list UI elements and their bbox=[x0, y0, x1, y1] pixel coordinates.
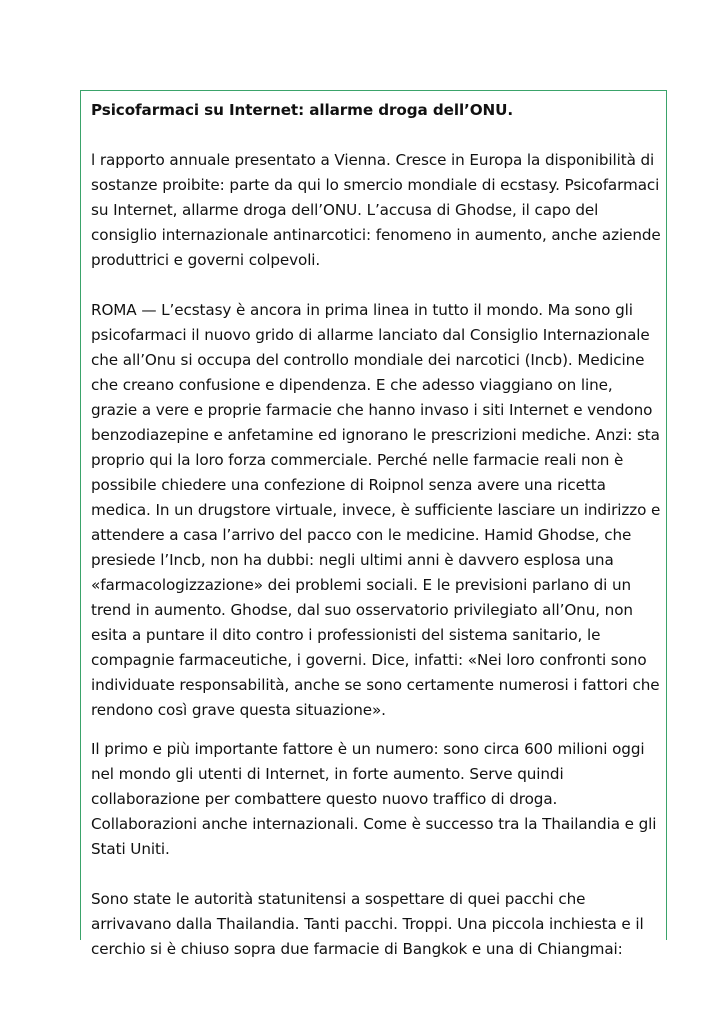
article-paragraph-factor: Il primo e più importante fattore è un numero: sono circa 600 milioni oggi nel mondo gli utenti di Internet, in forte aumento. Serve quindi collaborazione per combattere questo nuovo traffico di droga. Collaborazioni anche internazionali. Come è successo tra la Thailandia e gli Stati Uniti. bbox=[91, 740, 657, 858]
article-paragraph-thailand: Sono state le autorità statunitensi a sospettare di quei pacchi che arrivavano dalla Thailandia. Tanti pacchi. Troppi. Una piccola inchiesta e il cerchio si è chiuso sopra due farmacie di Bangkok e una di Chiangmai: bbox=[91, 890, 644, 958]
frame-tick-right-1 bbox=[666, 265, 667, 273]
frame-tick-right-2 bbox=[666, 712, 667, 720]
article-paragraph-intro: l rapporto annuale presentato a Vienna. Cresce in Europa la disponibilità di sostanze proibite: parte da qui lo smercio mondiale di ecstasy. Psicofarmaci su Internet, allarme droga dell’ONU. L’accusa di Ghodse, il capo del consiglio internazionale antinarcotici: fenomeno in aumento, anche aziende produttrici e governi colpevoli. bbox=[91, 151, 661, 269]
frame-tick-left-2 bbox=[80, 712, 81, 720]
article-headline: Psicofarmaci su Internet: allarme droga dell’ONU. bbox=[91, 101, 514, 119]
frame-tick-left-1 bbox=[80, 265, 81, 273]
article-body bbox=[91, 98, 663, 987]
article-paragraph-main: ROMA — L’ecstasy è ancora in prima linea in tutto il mondo. Ma sono gli psicofarmaci il nuovo grido di allarme lanciato dal Consiglio Internazionale che all’Onu si occupa del controllo mondiale dei narcotici (Incb). Medicine che creano confusione e dipendenza. E che adesso viaggiano on line, grazie a vere e proprie farmacie che hanno invaso i siti Internet e vendono benzodiazepine e anfetamine ed ignorano le prescrizioni mediche. Anzi: sta proprio qui la loro forza commerciale. Perché nelle farmacie reali non è possibile chiedere una confezione di Roipnol senza avere una ricetta medica. In un drugstore virtuale, invece, è sufficiente lasciare un indirizzo e attendere a casa l’arrivo del pacco con le medicine. Hamid Ghodse, che presiede l’Incb, non ha dubbi: negli ultimi anni è davvero esplosa una «farmacologizzazione» dei problemi sociali. E le previsioni parlano di un trend in aumento. Ghodse, dal suo osservatorio privilegiato all’Onu, non esita a puntare il dito contro i professionisti del sistema sanitario, le compagnie farmaceutiche, i governi. Dice, infatti: «Nei loro confronti sono individuate responsabilità, anche se sono certamente numerosi i fattori che rendono così grave questa situazione». bbox=[91, 301, 661, 719]
